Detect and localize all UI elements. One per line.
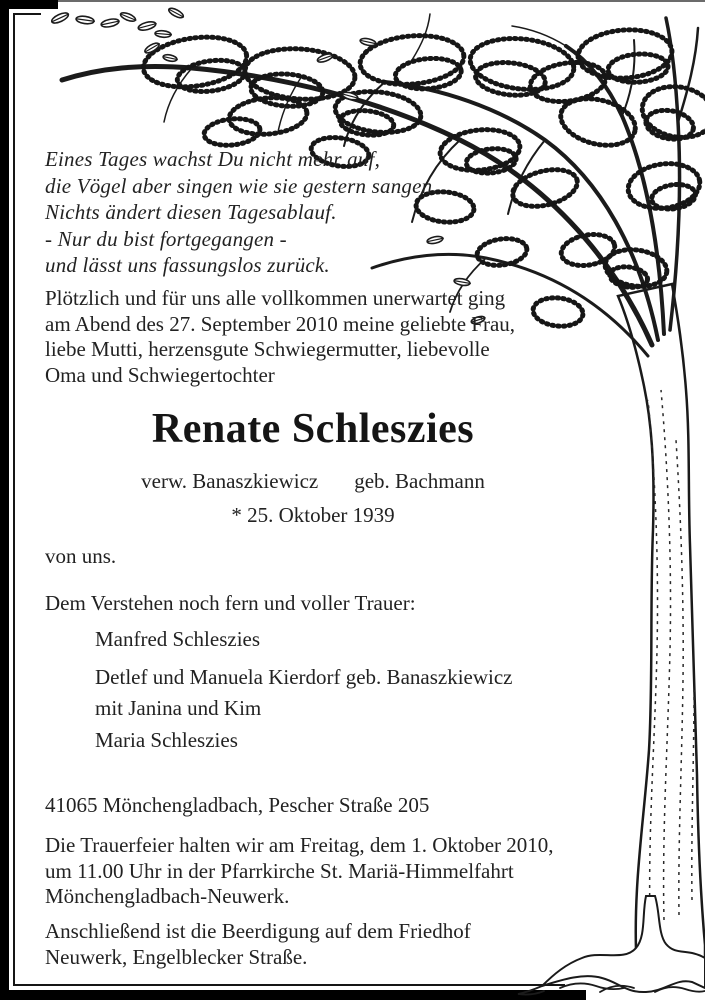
mourner-name bbox=[95, 662, 513, 724]
announcement-text bbox=[45, 286, 515, 388]
announcement-line: am Abend des 27. September 2010 meine geliebte Frau, bbox=[45, 311, 516, 336]
mourner-line: mit Janina und Kim bbox=[95, 696, 262, 720]
announcement-line: Plötzlich und für uns alle vollkommen unerwartet ging bbox=[45, 286, 506, 310]
burial-line: Neuwerk, Engelblecker Straße. bbox=[45, 944, 308, 969]
mourners-intro: Dem Verstehen noch fern und voller Trauer: bbox=[45, 591, 416, 615]
funeral-line: Die Trauerfeier halten wir am Freitag, dem 1. Oktober 2010, bbox=[45, 833, 554, 857]
announcement-line: liebe Mutti, herzensgute Schwiegermutter, liebevolle bbox=[45, 337, 490, 361]
announcement-line: Oma und Schwiegertochter bbox=[45, 362, 275, 387]
burial-line: Anschließend ist die Beerdigung auf dem Friedhof bbox=[45, 919, 471, 943]
poem-line: Eines Tages wachst Du nicht mehr auf, bbox=[45, 147, 381, 171]
funeral-details bbox=[45, 833, 554, 910]
poem-line: und lässt uns fassungslos zurück. bbox=[45, 253, 330, 277]
announcement-closing: von uns. bbox=[45, 544, 117, 568]
memorial-poem bbox=[45, 146, 438, 279]
widowed-name: verw. Banaszkiewicz bbox=[141, 469, 319, 493]
address: 41065 Mönchengladbach, Pescher Straße 205 bbox=[45, 793, 430, 817]
maiden-name: geb. Bachmann bbox=[354, 469, 485, 493]
funeral-line: um 11.00 Uhr in der Pfarrkirche St. Mariä-Himmelfahrt bbox=[45, 858, 514, 883]
poem-line: - Nur du bist fortgegangen - bbox=[45, 226, 287, 251]
name-details bbox=[45, 469, 581, 494]
deceased-name: Renate Schleszies bbox=[151, 406, 475, 452]
mourner-line: Detlef und Manuela Kierdorf geb. Banaszkiewicz bbox=[95, 665, 513, 689]
burial-details bbox=[45, 919, 471, 970]
mourner-name: Manfred Schleszies bbox=[95, 627, 261, 651]
tree-trunk bbox=[618, 284, 705, 978]
mourner-name: Maria Schleszies bbox=[95, 728, 238, 752]
funeral-line: Mönchengladbach-Neuwerk. bbox=[45, 884, 290, 908]
poem-line: die Vögel aber singen wie sie gestern sangen. bbox=[45, 173, 438, 198]
birth-date: * 25. Oktober 1939 bbox=[231, 503, 395, 527]
poem-line: Nichts ändert diesen Tagesablauf. bbox=[45, 200, 337, 224]
